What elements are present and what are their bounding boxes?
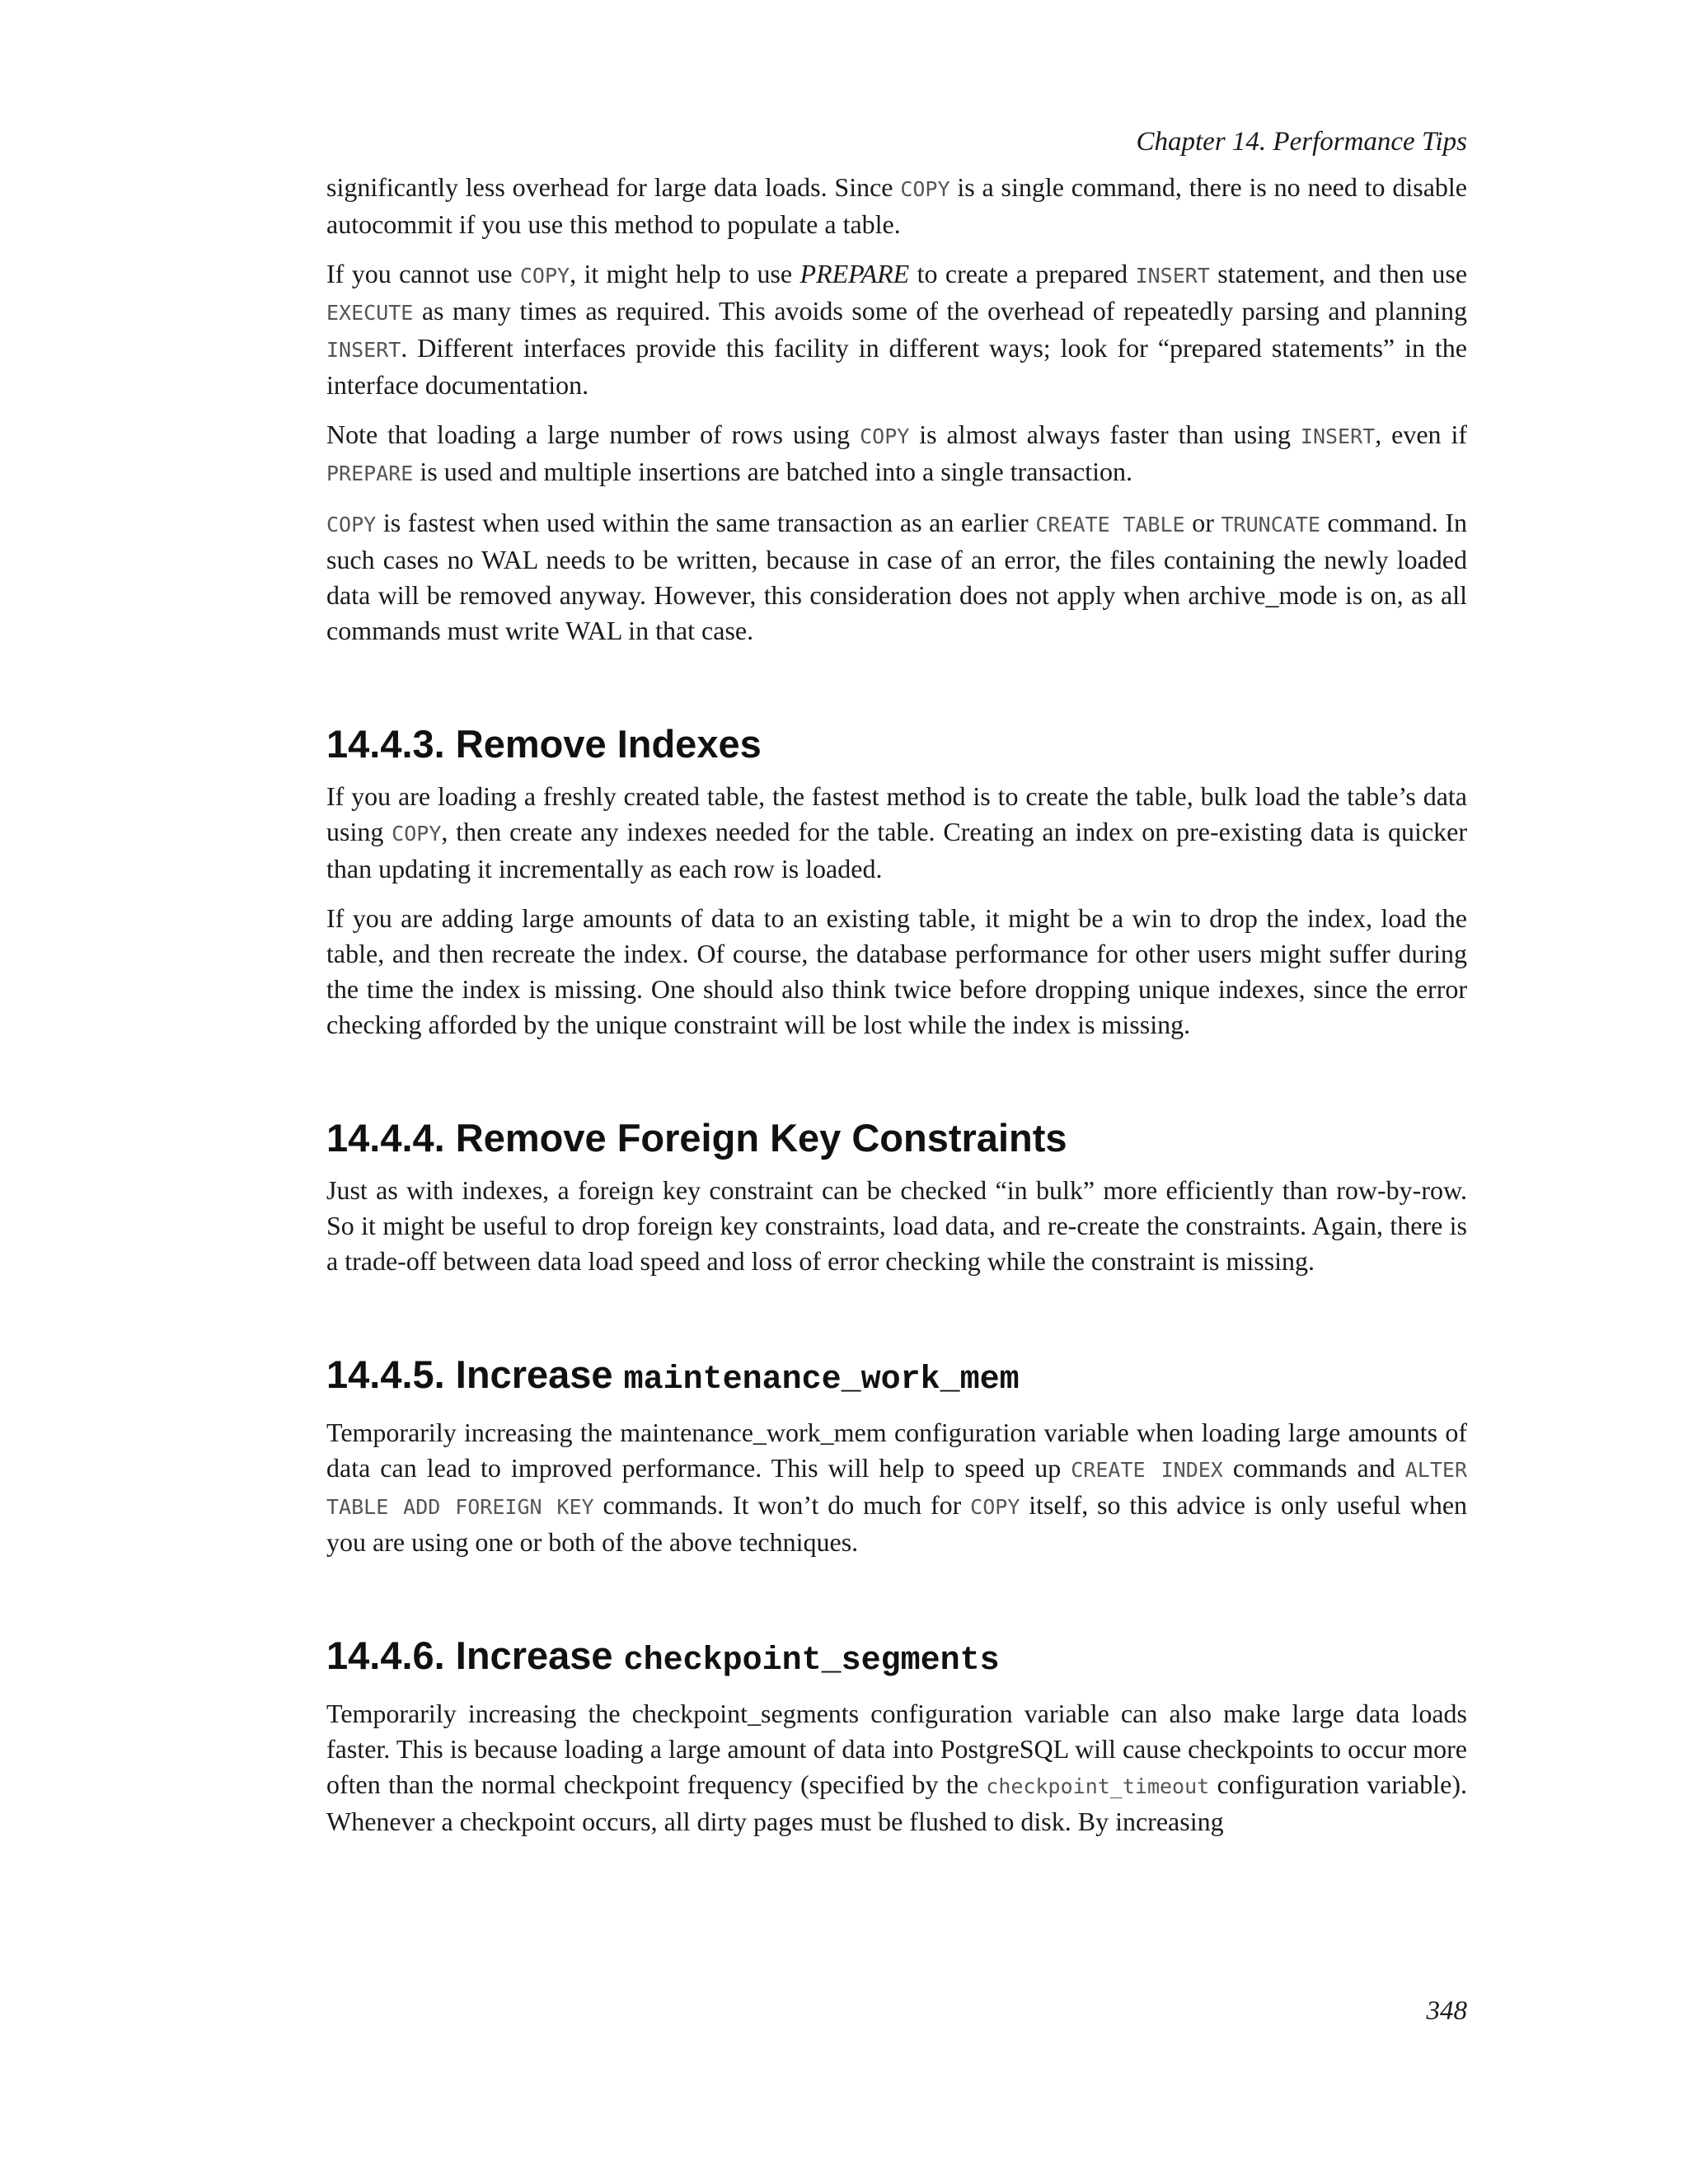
code-create-index: CREATE INDEX xyxy=(1071,1458,1223,1482)
paragraph-maintenance-work-mem: Temporarily increasing the maintenance_work_mem configuration variable when loading large amounts of data can lead to improved performance. This will help to speed up CREATE INDEX commands and ALTER TABLE ADD FOREIGN KEY commands. It won’t do much for COPY itself, so this advice is only useful when you are using one or both of the above techniques. xyxy=(326,1418,1468,1557)
code-copy: COPY xyxy=(392,822,442,846)
code-copy: COPY xyxy=(326,513,377,537)
section-heading-remove-foreign-keys: 14.4.4. Remove Foreign Key Constraints xyxy=(326,1116,1067,1160)
paragraph-copy-vs-insert: Note that loading a large number of rows using COPY is almost always faster than using INSERT, even if PREPARE is used and multiple insertions are batched into a single transaction. xyxy=(326,419,1468,486)
running-header: Chapter 14. Performance Tips xyxy=(1136,127,1467,157)
code-copy: COPY xyxy=(900,177,950,201)
section-heading-checkpoint-segments: 14.4.6. Increase checkpoint_segments xyxy=(326,1633,1000,1680)
code-alter-table: ALTER TABLE ADD FOREIGN KEY xyxy=(326,1458,1467,1519)
section-heading-remove-indexes: 14.4.3. Remove Indexes xyxy=(326,722,762,766)
code-copy: COPY xyxy=(860,424,910,448)
code-insert: INSERT xyxy=(1135,264,1210,288)
heading-code-checkpoint-segments: checkpoint_segments xyxy=(623,1643,1000,1680)
code-copy: COPY xyxy=(519,264,570,288)
code-insert: INSERT xyxy=(1300,424,1376,448)
page-number: 348 xyxy=(1426,1996,1467,2026)
paragraph-checkpoint-segments: Temporarily increasing the checkpoint_segments configuration variable can also make large data loads faster. This is because loading a large amount of data into PostgreSQL will cause checkpoints to occur more often than the normal checkpoint frequency (specified by the checkpoint_timeout configuration variable). Whenever a checkpoint occurs, all dirty pages must be flushed to disk. By increasing xyxy=(326,1699,1468,1836)
code-execute: EXECUTE xyxy=(326,301,414,325)
paragraph-foreign-keys: Just as with indexes, a foreign key constraint can be checked “in bulk” more efficiently than row-by-row. So it might be useful to drop foreign key constraints, load data, and re-create the constraints. Again, there is a trade-off between data load speed and loss of error checking while the constraint is missing. xyxy=(326,1175,1467,1276)
paragraph-existing-table: If you are adding large amounts of data to an existing table, it might be a win to drop the index, load the table, and then recreate the index. Of course, the database performance for other users might suffer during the time the index is missing. One should also think twice before dropping unique indexes, since the error checking afforded by the unique constraint will be lost while the index is missing. xyxy=(326,903,1467,1039)
code-truncate: TRUNCATE xyxy=(1221,513,1320,537)
code-create-table: CREATE TABLE xyxy=(1035,513,1185,537)
code-insert: INSERT xyxy=(326,338,401,362)
paragraph-fresh-table: If you are loading a freshly created table, the fastest method is to create the table, bulk load the table’s data using COPY, then create any indexes needed for the table. Creating an index on pre-existing data is quicker than updating it incrementally as each row is loaded. xyxy=(326,781,1468,883)
paragraph-copy-overhead: significantly less overhead for large data loads. Since COPY is a single command, there is no need to disable autocommit if you use this method to populate a table. xyxy=(326,172,1468,239)
paragraph-prepare: If you cannot use COPY, it might help to use PREPARE to create a prepared INSERT statement, and then use EXECUTE as many times as required. This avoids some of the overhead of repeatedly parsing and planning INSERT. Different interfaces provide this facility in different ways; look for “prepared statements” in the interface documentation. xyxy=(326,259,1468,400)
emphasis-prepare: PREPARE xyxy=(799,259,910,288)
heading-code-maintenance-work-mem: maintenance_work_mem xyxy=(623,1361,1020,1399)
paragraph-copy-fastest: COPY is fastest when used within the same transaction as an earlier CREATE TABLE or TRUNCATE command. In such cases no WAL needs to be written, because in case of an error, the files containing the newly loaded data will be removed anyway. However, this consideration does not apply when archive_mode is on, as all commands must write WAL in that case. xyxy=(326,508,1468,645)
document-page xyxy=(326,124,1467,1854)
code-copy: COPY xyxy=(970,1495,1020,1519)
code-checkpoint-timeout: checkpoint_timeout xyxy=(986,1774,1210,1798)
code-prepare: PREPARE xyxy=(326,462,414,485)
section-heading-maintenance-work-mem: 14.4.5. Increase maintenance_work_mem xyxy=(326,1352,1020,1399)
